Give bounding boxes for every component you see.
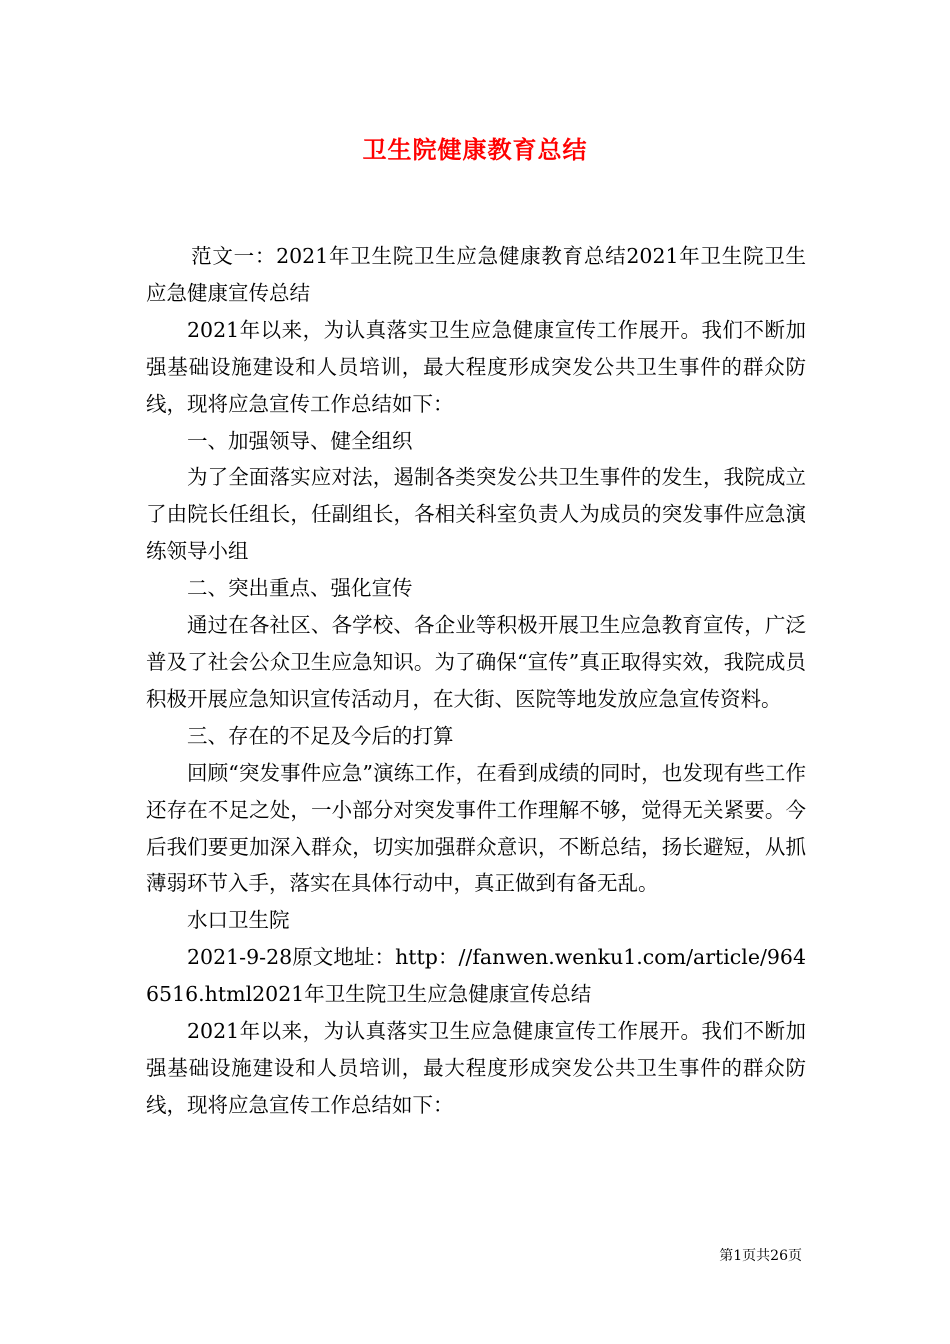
paragraph: 回顾“突发事件应急”演练工作，在看到成绩的同时，也发现有些工作还存在不足之处，一小部分对突发事件工作理解不够，觉得无关紧要。今后我们要更加深入群众，切实加强群众意识，不断总结，扬长避短，从抓薄弱环节入手，落实在具体行动中，真正做到有备无乱。 [146,760,806,896]
paragraph: 2021年以来，为认真落实卫生应急健康宣传工作展开。我们不断加强基础设施建设和人员培训，最大程度形成突发公共卫生事件的群众防线，现将应急宣传工作总结如下： [146,1019,806,1117]
section-heading: 三、存在的不足及今后的打算 [187,723,454,748]
paragraph: 2021年以来，为认真落实卫生应急健康宣传工作展开。我们不断加强基础设施建设和人员培训，最大程度形成突发公共卫生事件的群众防线，现将应急宣传工作总结如下： [146,317,806,416]
signature-org: 水口卫生院 [187,908,290,933]
paragraph: 通过在各社区、各学校、各企业等积极开展卫生应急教育宣传，广泛普及了社会公众卫生应急知识。为了确保“宣传”真正取得实效，我院成员积极开展应急知识宣传活动月，在大街、医院等地发放应急宣传资料。 [146,613,806,711]
paragraph-date-source: 2021-9-28原文地址：http：//fanwen.wenku1.com/article/9646516.html2021年卫生院卫生应急健康宣传总结 [146,945,806,1007]
document-body [146,238,806,1124]
section-heading: 二、突出重点、强化宣传 [187,576,413,601]
paragraph: 为了全面落实应对法，遏制各类突发公共卫生事件的发生，我院成立了由院长任组长，任副组长，各相关科室负责人为成员的突发事件应急演练领导小组 [146,465,806,564]
section-heading: 一、加强领导、健全组织 [187,428,413,453]
page-number: 第1页共26页 [719,1248,802,1264]
document-title: 卫生院健康教育总结 [362,135,588,164]
paragraph-intro: 范文一：2021年卫生院卫生应急健康教育总结2021年卫生院卫生应急健康宣传总结 [146,244,806,305]
